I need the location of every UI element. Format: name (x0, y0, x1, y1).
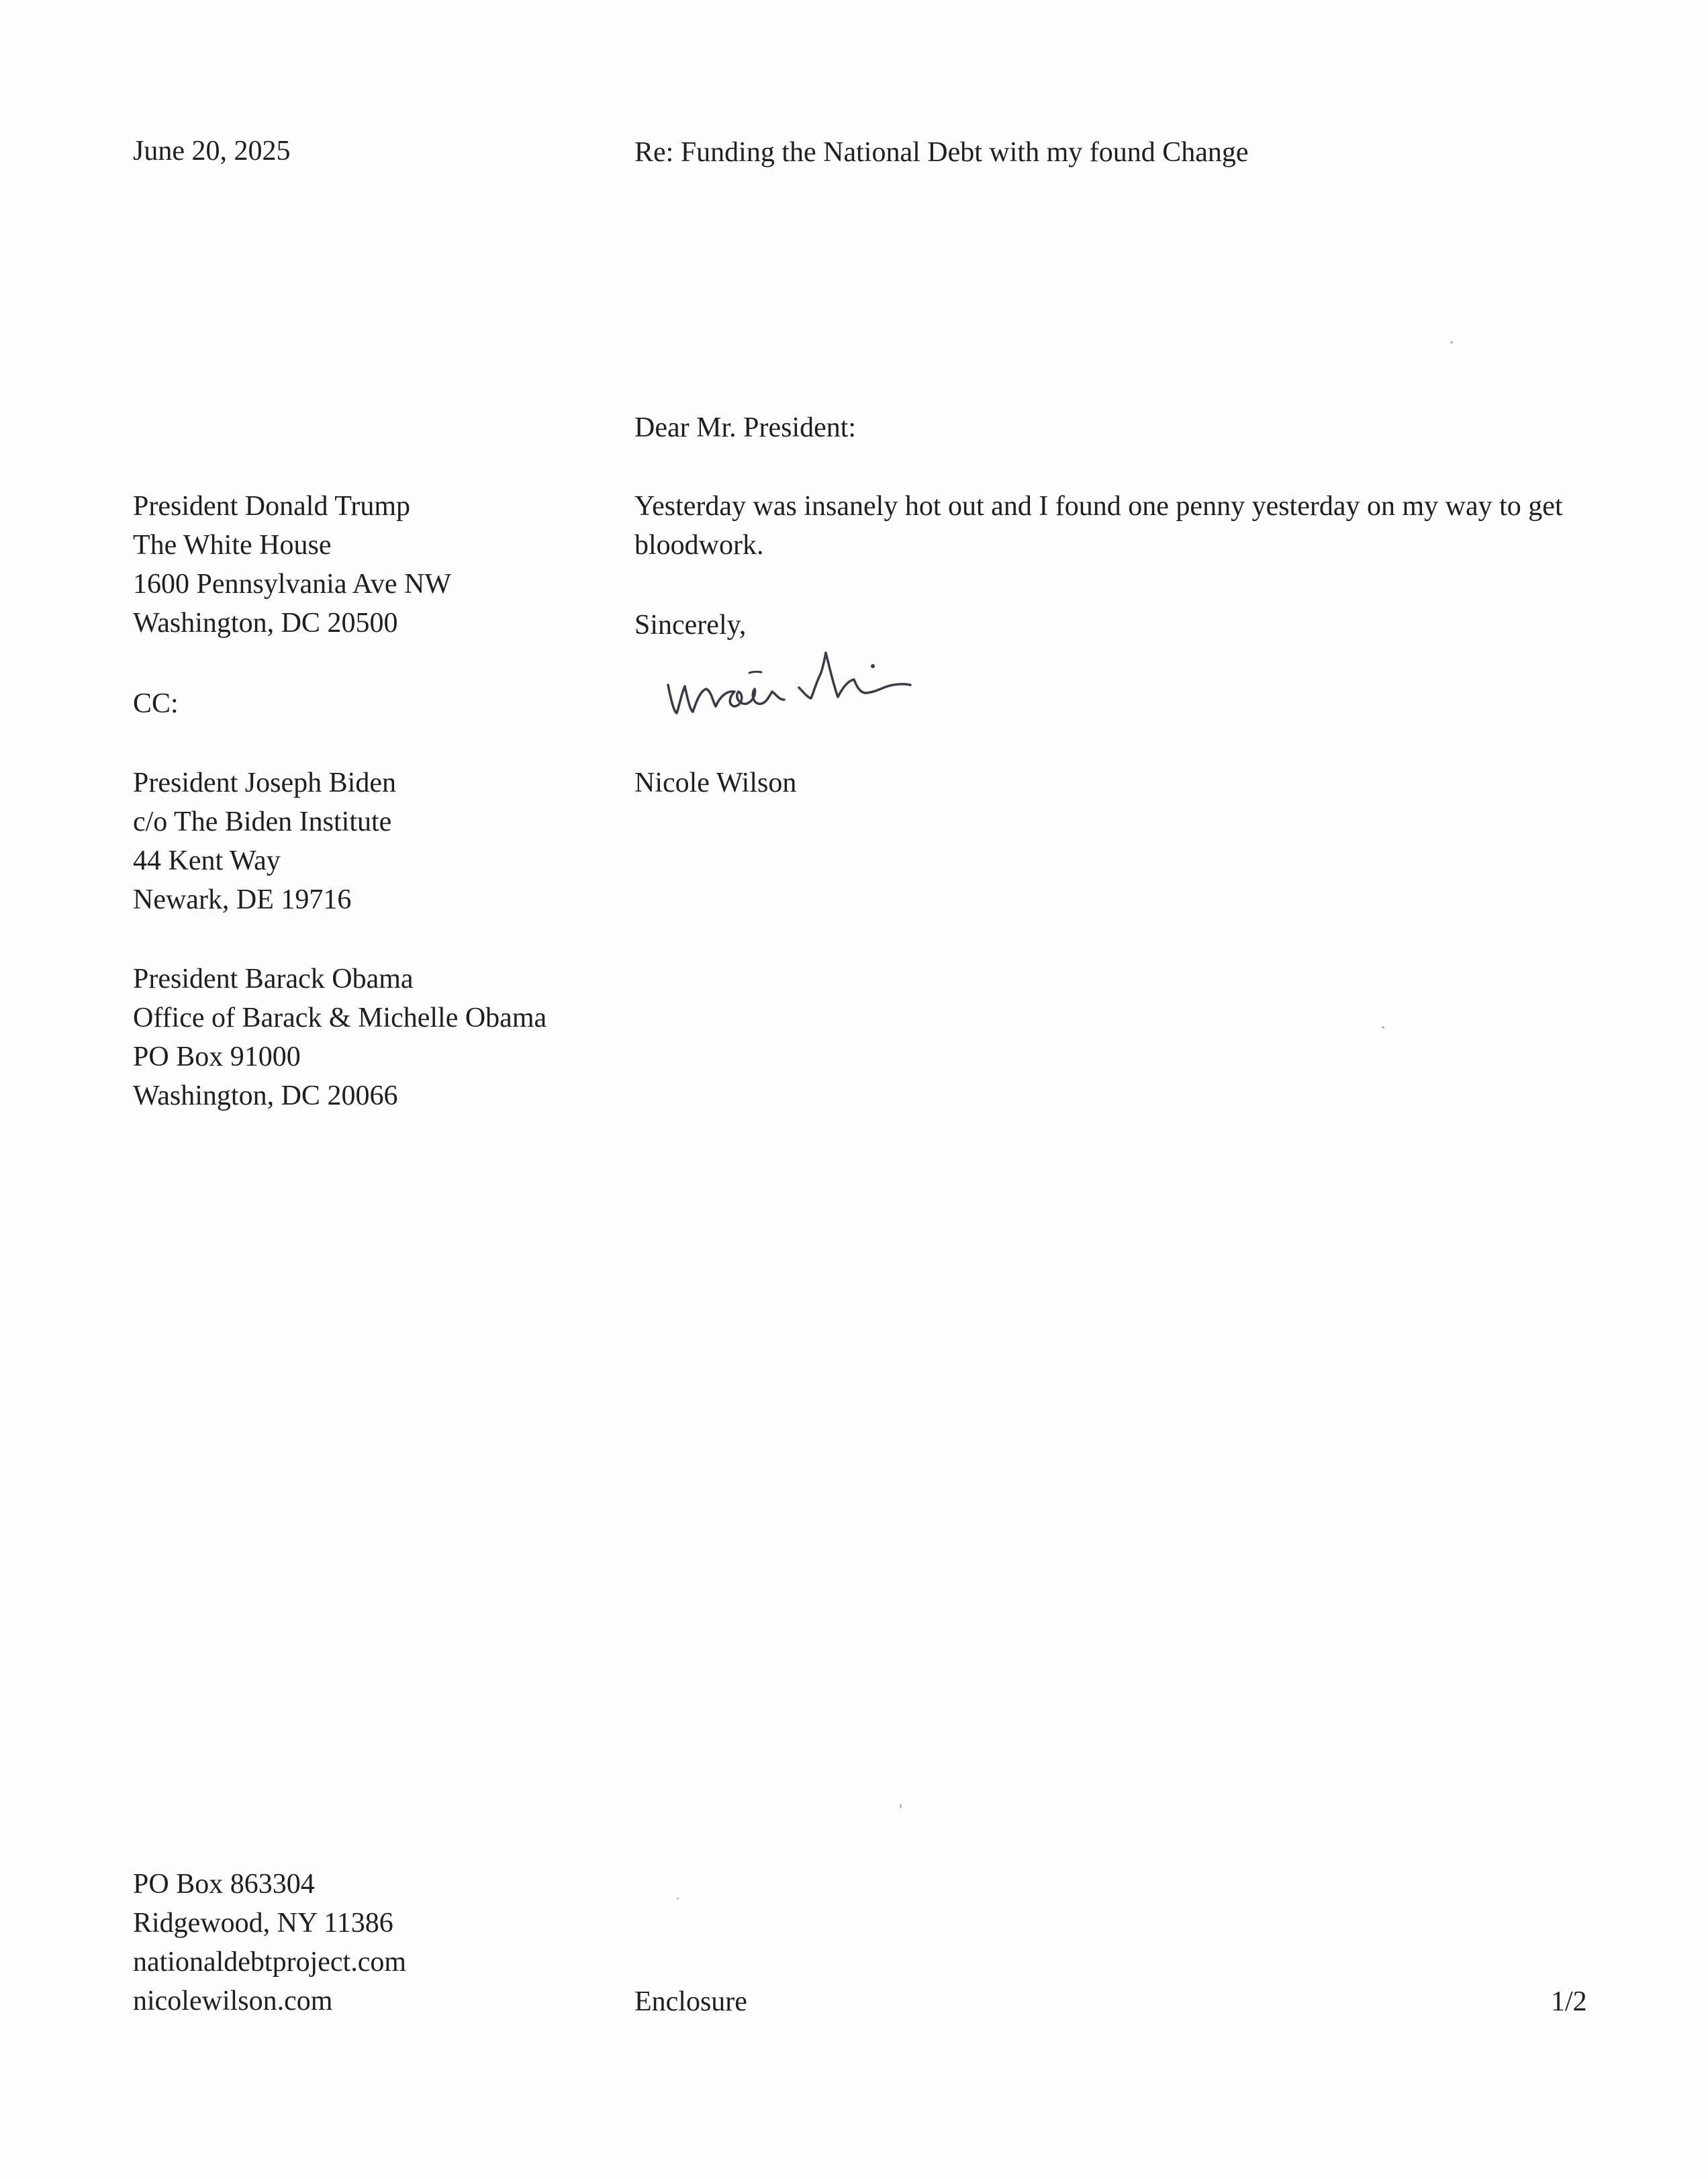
salutation: Dear Mr. President: (634, 412, 857, 443)
scan-speck (677, 1898, 679, 1900)
letter-subject: Re: Funding the National Debt with my found Change (634, 137, 1249, 168)
cc-label: CC: (133, 688, 179, 719)
signer-name: Nicole Wilson (634, 768, 797, 798)
cc-2-line-3: PO Box 91000 (133, 1041, 301, 1072)
letter-body: Yesterday was insanely hot out and I found one penny yesterday on my way to get bloodwork. (634, 491, 1563, 561)
sender-address (133, 1865, 406, 2021)
cc-2-line-4: Washington, DC 20066 (133, 1080, 398, 1111)
letter-date: June 20, 2025 (133, 136, 291, 167)
cc-1-line-3: 44 Kent Way (133, 845, 281, 876)
recipient-line-3: 1600 Pennsylvania Ave NW (133, 569, 451, 600)
sender-website-1: nationaldebtproject.com (133, 1947, 407, 1978)
sender-line-2: Ridgewood, NY 11386 (133, 1908, 393, 1939)
enclosure-note: Enclosure (634, 1986, 747, 2017)
page-number: 1/2 (1551, 1986, 1587, 2017)
cc-2-line-1: President Barack Obama (133, 964, 414, 994)
recipient-name: President Donald Trump (133, 491, 411, 522)
cc-address-biden (133, 763, 396, 919)
cc-address-obama (133, 960, 547, 1115)
cc-1-line-1: President Joseph Biden (133, 768, 396, 798)
recipient-line-2: The White House (133, 530, 332, 561)
scan-speck (900, 1804, 902, 1808)
scan-speck (1450, 341, 1453, 344)
sender-website-2: nicolewilson.com (133, 1986, 333, 2016)
cc-1-line-4: Newark, DE 19716 (133, 884, 352, 915)
sender-line-1: PO Box 863304 (133, 1869, 315, 1900)
handwritten-signature (665, 638, 980, 739)
cc-2-line-2: Office of Barack & Michelle Obama (133, 1003, 547, 1033)
cc-1-line-2: c/o The Biden Institute (133, 806, 392, 837)
scan-speck (1382, 1026, 1384, 1029)
closing: Sincerely, (634, 610, 747, 641)
recipient-address (133, 487, 451, 643)
recipient-line-4: Washington, DC 20500 (133, 608, 398, 639)
